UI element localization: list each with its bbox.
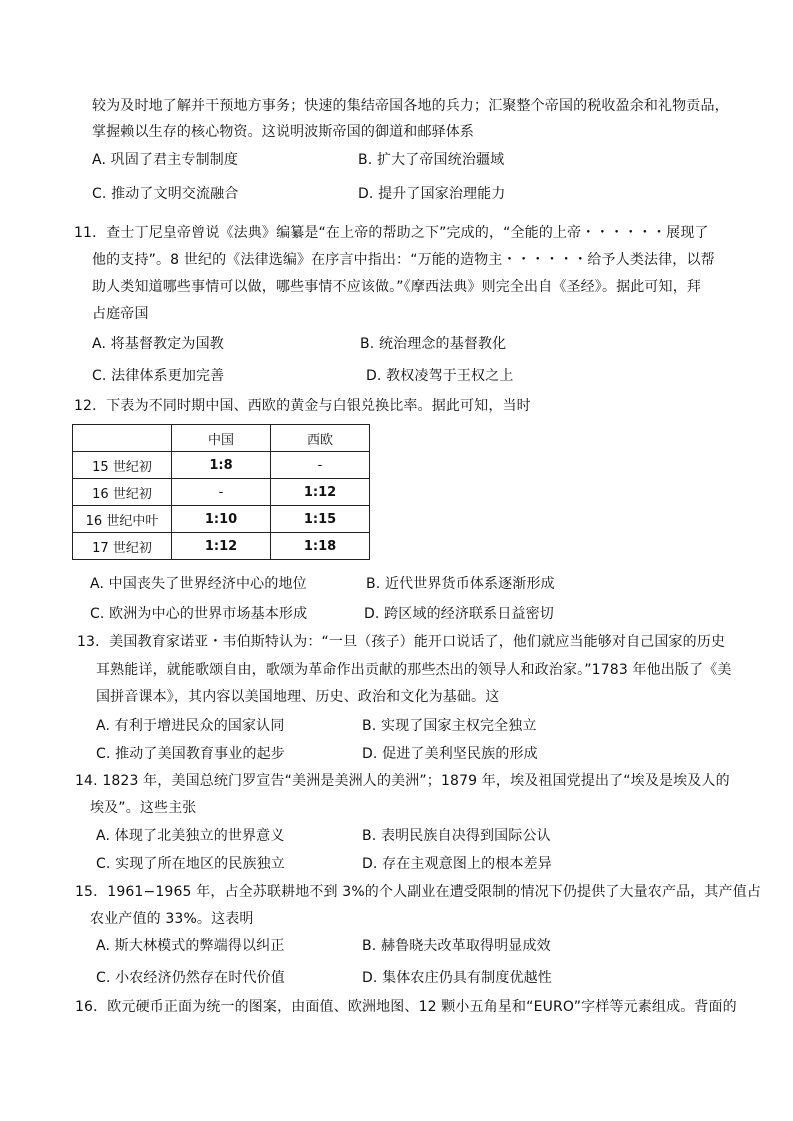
table-cell: 15 世纪初 bbox=[73, 452, 172, 479]
table-row bbox=[73, 452, 370, 479]
q11-text-line1: 11．查士丁尼皇帝曾说《法典》编纂是“在上帝的帮助之下”完成的，“全能的上帝・・・・・・展现了 bbox=[74, 225, 709, 241]
q10-option-a: A. 巩固了君主专制制度 bbox=[92, 152, 239, 168]
q14-text-line2: 埃及”。这些主张 bbox=[90, 800, 197, 816]
q15-option-c: C. 小农经济仍然存在时代价值 bbox=[96, 970, 285, 986]
q11-option-d: D. 教权凌驾于王权之上 bbox=[366, 368, 514, 384]
table-cell: - bbox=[271, 452, 370, 479]
q14-option-d: D. 存在主观意图上的根本差异 bbox=[362, 856, 552, 872]
table-cell: 17 世纪初 bbox=[73, 533, 172, 560]
table-cell: 1:12 bbox=[172, 533, 271, 560]
table-cell: 1:18 bbox=[271, 533, 370, 560]
q12-option-d: D. 跨区域的经济联系日益密切 bbox=[364, 606, 554, 622]
table-row bbox=[73, 479, 370, 506]
q12-option-a: A. 中国丧失了世界经济中心的地位 bbox=[90, 576, 307, 592]
q13-option-d: D. 促进了美利坚民族的形成 bbox=[362, 746, 538, 762]
q13-option-b: B. 实现了国家主权完全独立 bbox=[362, 718, 537, 734]
table-cell: 1:10 bbox=[172, 506, 271, 533]
table-row bbox=[73, 506, 370, 533]
table-header-cell: 西欧 bbox=[271, 425, 370, 452]
q10-option-c: C. 推动了文明交流融合 bbox=[92, 186, 239, 202]
q15-option-b: B. 赫鲁晓夫改革取得明显成效 bbox=[362, 938, 551, 954]
q15-text-line2: 农业产值的 33%。这表明 bbox=[90, 911, 254, 927]
q15-option-d: D. 集体农庄仍具有制度优越性 bbox=[362, 970, 552, 986]
q16-text-line1: 16．欧元硬币正面为统一的图案，由面值、欧洲地图、12 颗小五角星和“EURO”字样等元素组成。背面的 bbox=[75, 999, 737, 1015]
q12-option-b: B. 近代世界货币体系逐渐形成 bbox=[366, 576, 555, 592]
q14-option-b: B. 表明民族自决得到国际公认 bbox=[362, 828, 551, 844]
q13-text-line3: 国拼音课本》，其内容以美国地理、历史、政治和文化为基础。这 bbox=[96, 689, 500, 705]
q11-text-line2: 他的支持”。8 世纪的《法律选编》在序言中指出：“万能的造物主・・・・・・给予人类法律，以帮 bbox=[92, 252, 715, 268]
q12-option-c: C. 欧洲为中心的世界市场基本形成 bbox=[90, 606, 308, 622]
table-header-cell: 中国 bbox=[172, 425, 271, 452]
table-cell: 1:12 bbox=[271, 479, 370, 506]
q10-option-d: D. 提升了国家治理能力 bbox=[358, 186, 506, 202]
table-cell: 16 世纪中叶 bbox=[73, 506, 172, 533]
q11-option-a: A. 将基督教定为国教 bbox=[92, 336, 224, 352]
table-cell: 16 世纪初 bbox=[73, 479, 172, 506]
q14-option-a: A. 体现了北美独立的世界意义 bbox=[96, 828, 285, 844]
table-cell: - bbox=[172, 479, 271, 506]
exchange-rate-table bbox=[72, 424, 370, 560]
q10-text-line1: 较为及时地了解并干预地方事务；快速的集结帝国各地的兵力；汇聚整个帝国的税收盈余和礼物贡品， bbox=[92, 98, 729, 114]
q11-text-line4: 占庭帝国 bbox=[92, 306, 149, 322]
q10-option-b: B. 扩大了帝国统治疆域 bbox=[358, 152, 505, 168]
table-header-row bbox=[73, 425, 370, 452]
q11-text-line3: 助人类知道哪些事情可以做，哪些事情不应该做。”《摩西法典》则完全出自《圣经》。据此可知，拜 bbox=[92, 279, 701, 295]
q11-option-c: C. 法律体系更加完善 bbox=[92, 368, 225, 384]
table-header-cell bbox=[73, 425, 172, 452]
q13-option-a: A. 有利于增进民众的国家认同 bbox=[96, 718, 285, 734]
q10-text-line2: 掌握赖以生存的核心物资。这说明波斯帝国的御道和邮驿体系 bbox=[92, 124, 475, 140]
q12-text-line1: 12．下表为不同时期中国、西欧的黄金与白银兑换比率。据此可知，当时 bbox=[74, 398, 531, 414]
table-cell: 1:8 bbox=[172, 452, 271, 479]
table-row bbox=[73, 533, 370, 560]
q15-text-line1: 15．1961−1965 年，占全苏联耕地不到 3%的个人副业在遭受限制的情况下仍提供了大量农产品，其产值占 bbox=[75, 884, 762, 900]
table-cell: 1:15 bbox=[271, 506, 370, 533]
q11-option-b: B. 统治理念的基督教化 bbox=[360, 336, 507, 352]
q14-option-c: C. 实现了所在地区的民族独立 bbox=[96, 856, 285, 872]
q13-text-line2: 耳熟能详，就能歌颂自由，歌颂为革命作出贡献的那些杰出的领导人和政治家。”1783 年他出版了《美 bbox=[96, 662, 732, 678]
q13-text-line1: 13．美国教育家诺亚・韦伯斯特认为：“一旦（孩子）能开口说话了，他们就应当能够对自己国家的历史 bbox=[77, 634, 726, 650]
q15-option-a: A. 斯大林模式的弊端得以纠正 bbox=[96, 938, 285, 954]
q14-text-line1: 14. 1823 年，美国总统门罗宣告“美洲是美洲人的美洲”；1879 年，埃及祖国党提出了“埃及是埃及人的 bbox=[75, 773, 730, 789]
q13-option-c: C. 推动了美国教育事业的起步 bbox=[96, 746, 285, 762]
